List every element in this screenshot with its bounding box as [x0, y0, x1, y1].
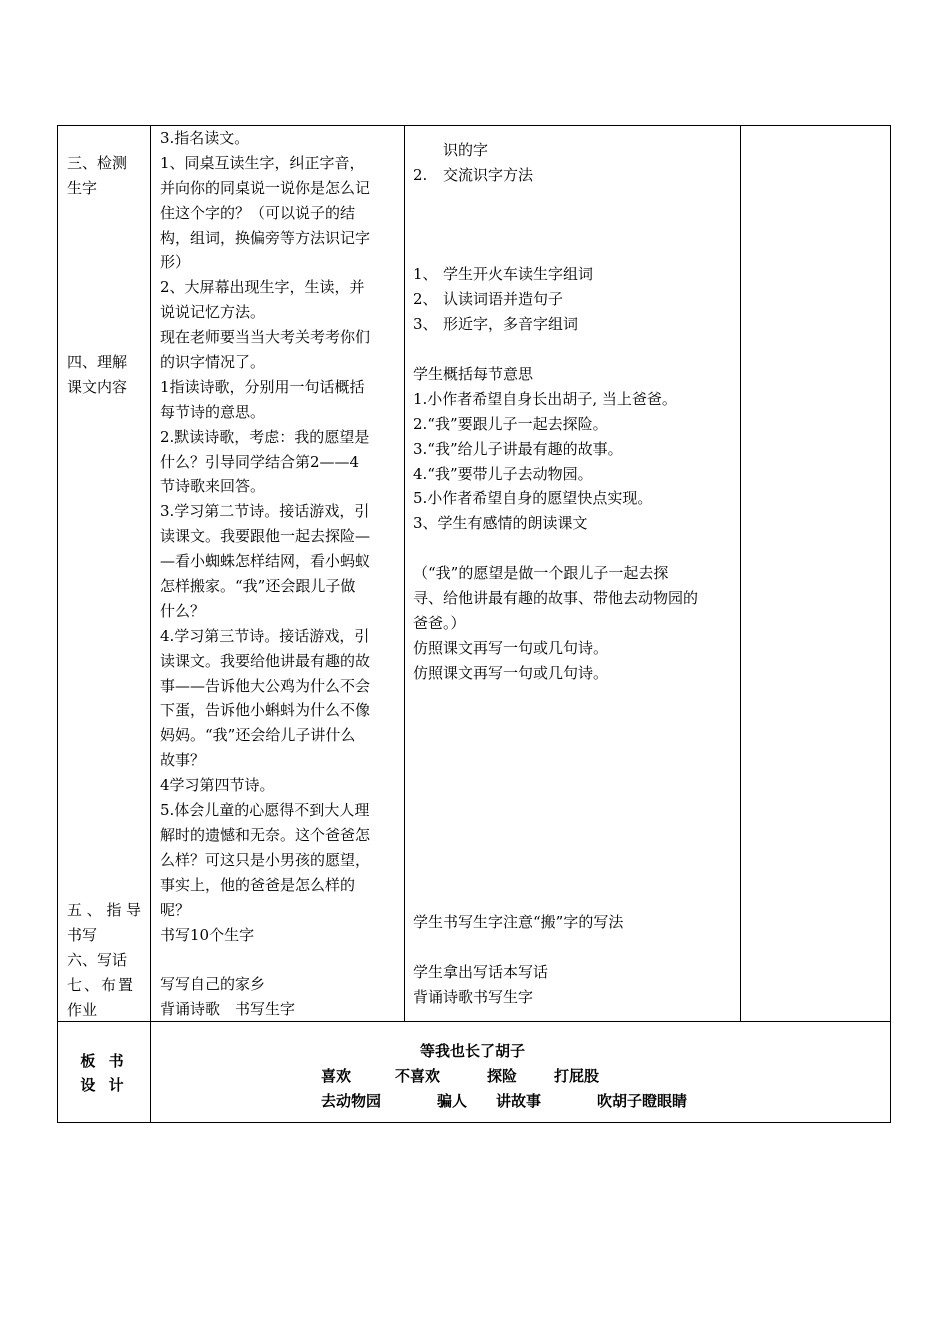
section-3-heading — [67, 151, 127, 201]
board-word: 探险 — [487, 1067, 518, 1085]
text-line: 书写10个生字 — [160, 925, 255, 944]
column-divider-2 — [404, 125, 405, 1021]
text-line: 2.“我”要跟儿子一起去探险。 — [413, 414, 608, 433]
item-number: 3、 — [413, 314, 438, 333]
column-divider-1 — [150, 125, 151, 1123]
section-5-heading-line: 五、指导 — [67, 901, 143, 919]
text-line: 什么？ — [160, 601, 206, 620]
board-word: 吹胡子瞪眼睛 — [597, 1092, 688, 1110]
student-activity-item — [413, 262, 593, 287]
board-word: 去动物园 — [321, 1092, 382, 1110]
item-text: 交流识字方法 — [443, 165, 534, 184]
text-line: 寻、给他讲最有趣的故事、带他去动物园的 — [413, 589, 699, 608]
text-line: 并向你的同桌说一说你是怎么记 — [160, 178, 371, 197]
text-line: 2.默读诗歌，考虑：我的愿望是 — [160, 427, 370, 446]
board-design-label — [58, 1049, 150, 1097]
teacher-activities — [160, 126, 370, 1022]
board-word: 骗人 — [437, 1092, 468, 1110]
text-line: 的识字情况了。 — [160, 353, 266, 372]
text-line: 形） — [160, 253, 191, 272]
text-line: 构，组词，换偏旁等方法识记字 — [160, 228, 371, 247]
student-activities-list — [413, 262, 593, 337]
text-line: 背诵诗歌书写生字 — [413, 987, 534, 1006]
text-line: 写写自己的家乡 — [160, 975, 266, 994]
student-activities-bottom — [413, 910, 623, 1010]
student-activities-main — [413, 362, 698, 686]
text-line: 仿照课文再写一句或几句诗。 — [413, 663, 609, 682]
board-word: 不喜欢 — [395, 1067, 441, 1085]
text-line: （“我”的愿望是做一个跟儿子一起去探 — [413, 564, 669, 583]
board-label-line: 板 书 — [80, 1052, 128, 1070]
board-label-line: 设 计 — [80, 1076, 128, 1094]
section-5-heading-line: 书写 — [67, 925, 98, 944]
text-line: 住这个字的？（可以说子的结 — [160, 203, 356, 222]
section-3-heading-line: 三、检测 — [67, 154, 128, 172]
item-number: 2. — [413, 165, 428, 184]
text-line: 节诗歌来回答。 — [160, 477, 266, 496]
board-word: 喜欢 — [321, 1067, 352, 1085]
text-line: 背诵诗歌 书写生字 — [160, 1000, 296, 1019]
text-line: 么样？可这只是小男孩的愿望， — [160, 850, 371, 869]
text-line: 事实上，他的爸爸是怎么样的 — [160, 875, 356, 894]
section-3-heading-line: 生字 — [67, 178, 98, 197]
section-4-heading — [67, 350, 127, 400]
board-word: 讲故事 — [496, 1092, 542, 1110]
text-line: 什么？引导同学结合第2——4 — [160, 452, 360, 471]
text-line: 事——告诉他大公鸡为什么不会 — [160, 676, 371, 695]
text-line: 读课文。我要跟他一起去探险— — [160, 527, 371, 546]
board-title: 等我也长了胡子 — [420, 1042, 526, 1060]
board-word: 打屁股 — [554, 1067, 600, 1085]
text-line: 5.体会儿童的心愿得不到大人理 — [160, 801, 370, 820]
column-divider-3 — [740, 125, 741, 1021]
text-line: 1、同桌互读生字，纠正字音， — [160, 153, 365, 172]
student-activity-item — [413, 163, 533, 188]
item-text: 认读词语并造句子 — [443, 289, 564, 308]
text-line: 3.指名读文。 — [160, 129, 250, 147]
text-line — [160, 947, 370, 972]
student-activity-item — [413, 287, 593, 312]
section-5-heading — [67, 898, 143, 1022]
section-6-heading: 六、写话 — [67, 950, 128, 969]
text-line: 3、学生有感情的朗读课文 — [413, 514, 588, 533]
section-4-heading-line: 课文内容 — [67, 377, 128, 396]
text-line: 1.小作者希望自身长出胡子, 当上爸爸。 — [413, 389, 677, 408]
text-line: 故事？ — [160, 751, 206, 770]
text-line: 3.“我”给儿子讲最有趣的故事。 — [413, 439, 623, 458]
text-line: 下蛋，告诉他小蝌蚪为什么不像 — [160, 701, 371, 720]
text-line: 怎样搬家。“我”还会跟儿子做 — [160, 577, 356, 596]
text-line: 爸爸。） — [413, 613, 466, 632]
text-line — [413, 935, 623, 960]
section-7-heading-line: 作业 — [67, 1000, 98, 1019]
text-line: 妈妈。“我”还会给儿子讲什么 — [160, 726, 356, 745]
text-line: 4学习第四节诗。 — [160, 776, 275, 795]
student-activities-top — [413, 138, 533, 188]
text-line: 仿照课文再写一句或几句诗。 — [413, 638, 609, 657]
text-line: 学生概括每节意思 — [413, 365, 534, 383]
text-line: 4.“我”要带儿子去动物园。 — [413, 464, 593, 483]
section-4-heading-line: 四、理解 — [67, 353, 128, 371]
item-number: 2、 — [413, 289, 438, 308]
student-activity-item — [413, 312, 593, 337]
text-line: 解时的遗憾和无奈。这个爸爸怎 — [160, 825, 371, 844]
text-line: 学生拿出写话本写话 — [413, 962, 549, 981]
text-line: —看小蜘蛛怎样结网，看小蚂蚁 — [160, 552, 371, 571]
text-line: 5.小作者希望自身的愿望快点实现。 — [413, 489, 653, 508]
text-line: 1指读诗歌，分别用一句话概括 — [160, 377, 365, 396]
text-line: 3.学习第二节诗。接话游戏，引 — [160, 502, 370, 521]
item-text: 形近字，多音字组词 — [443, 314, 579, 333]
section-7-heading-line: 七、布置 — [67, 975, 136, 994]
text-line: 呢？ — [160, 900, 191, 919]
student-activity-line: 识的字 — [443, 141, 489, 159]
text-line: 说说记忆方法。 — [160, 303, 266, 322]
item-text: 学生开火车读生字组词 — [443, 265, 594, 283]
text-line: 现在老师要当当大考关考考你们 — [160, 328, 371, 347]
item-number: 1、 — [413, 265, 438, 283]
text-line: 每节诗的意思。 — [160, 402, 266, 421]
text-line: 读课文。我要给他讲最有趣的故 — [160, 651, 371, 670]
text-line: 4.学习第三节诗。接话游戏，引 — [160, 626, 370, 645]
text-line: 学生书写生字注意“搬”字的写法 — [413, 913, 624, 931]
text-line: 2、大屏幕出现生字，生读，并 — [160, 278, 365, 297]
text-line — [413, 536, 698, 561]
